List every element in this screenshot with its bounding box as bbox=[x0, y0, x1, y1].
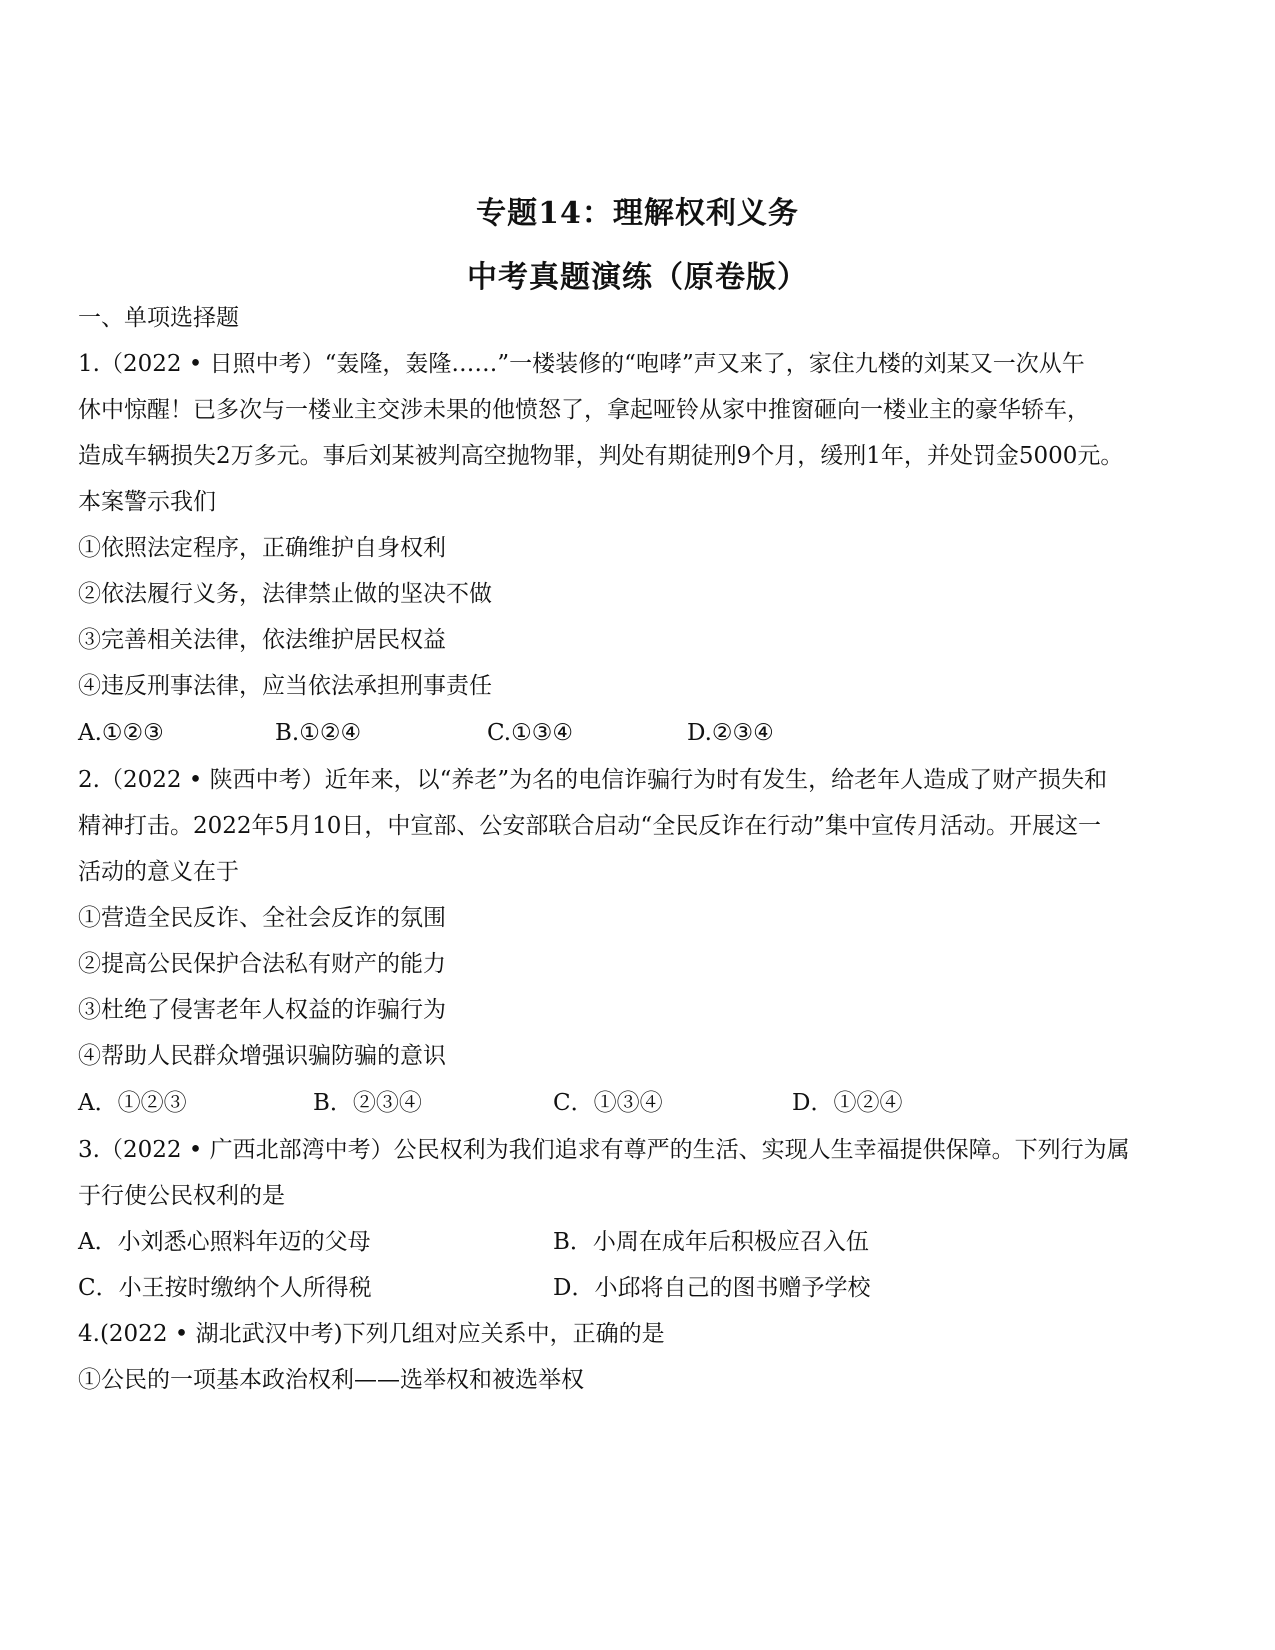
q2-item-2: ②提高公民保护合法私有财产的能力 bbox=[78, 951, 446, 977]
document-subtitle: 中考真题演练（原卷版） bbox=[467, 260, 808, 295]
q1-option-d: D.②③④ bbox=[687, 720, 774, 746]
q1-option-b: B.①②④ bbox=[275, 720, 362, 746]
q1-stem-line-2: 休中惊醒！已多次与一楼业主交涉未果的他愤怒了，拿起哑铃从家中推窗砸向一楼业主的豪华轿车， bbox=[78, 397, 1090, 423]
q1-option-c: C.①③④ bbox=[487, 720, 573, 746]
q2-option-d: D．①②④ bbox=[792, 1090, 903, 1116]
q3-stem-line-2: 于行使公民权利的是 bbox=[78, 1183, 285, 1209]
q2-item-1: ①营造全民反诈、全社会反诈的氛围 bbox=[78, 905, 446, 931]
q2-stem-line-2: 精神打击。2022年5月10日，中宣部、公安部联合启动“全民反诈在行动”集中宣传月活动。开展这一 bbox=[78, 813, 1101, 839]
q4-item-1: ①公民的一项基本政治权利——选举权和被选举权 bbox=[78, 1367, 584, 1393]
q1-option-a: A.①②③ bbox=[78, 720, 164, 746]
q1-item-3: ③完善相关法律，依法维护居民权益 bbox=[78, 627, 446, 653]
q3-option-d: D．小邱将自己的图书赠予学校 bbox=[553, 1275, 871, 1301]
q2-item-3: ③杜绝了侵害老年人权益的诈骗行为 bbox=[78, 997, 446, 1023]
document-title: 专题14：理解权利义务 bbox=[476, 196, 799, 231]
section-heading: 一、单项选择题 bbox=[78, 305, 239, 331]
q2-stem-line-3: 活动的意义在于 bbox=[78, 859, 239, 885]
q4-stem-line-1: 4.(2022 • 湖北武汉中考)下列几组对应关系中，正确的是 bbox=[78, 1321, 665, 1347]
q1-stem-line-3: 造成车辆损失2万多元。事后刘某被判高空抛物罪，判处有期徒刑9个月，缓刑1年，并处罚金5000元。 bbox=[78, 443, 1124, 469]
q1-item-2: ②依法履行义务，法律禁止做的坚决不做 bbox=[78, 581, 492, 607]
q2-option-b: B．②③④ bbox=[313, 1090, 422, 1116]
q1-stem-line-1: 1.（2022 • 日照中考）“轰隆，轰隆……”一楼装修的“咆哮”声又来了，家住九楼的刘某又一次从午 bbox=[78, 351, 1085, 377]
q3-option-a: A．小刘悉心照料年迈的父母 bbox=[78, 1229, 371, 1255]
q3-option-b: B．小周在成年后积极应召入伍 bbox=[553, 1229, 869, 1255]
q2-option-c: C．①③④ bbox=[553, 1090, 663, 1116]
q3-stem-line-1: 3.（2022 • 广西北部湾中考）公民权利为我们追求有尊严的生活、实现人生幸福提供保障。下列行为属 bbox=[78, 1137, 1130, 1163]
q2-stem-line-1: 2.（2022 • 陕西中考）近年来，以“养老”为名的电信诈骗行为时有发生，给老年人造成了财产损失和 bbox=[78, 767, 1108, 793]
q2-item-4: ④帮助人民群众增强识骗防骗的意识 bbox=[78, 1043, 446, 1069]
q1-stem-line-4: 本案警示我们 bbox=[78, 489, 216, 515]
q1-item-4: ④违反刑事法律，应当依法承担刑事责任 bbox=[78, 673, 492, 699]
q3-option-c: C．小王按时缴纳个人所得税 bbox=[78, 1275, 372, 1301]
q2-option-a: A．①②③ bbox=[78, 1090, 187, 1116]
q1-item-1: ①依照法定程序，正确维护自身权利 bbox=[78, 535, 446, 561]
